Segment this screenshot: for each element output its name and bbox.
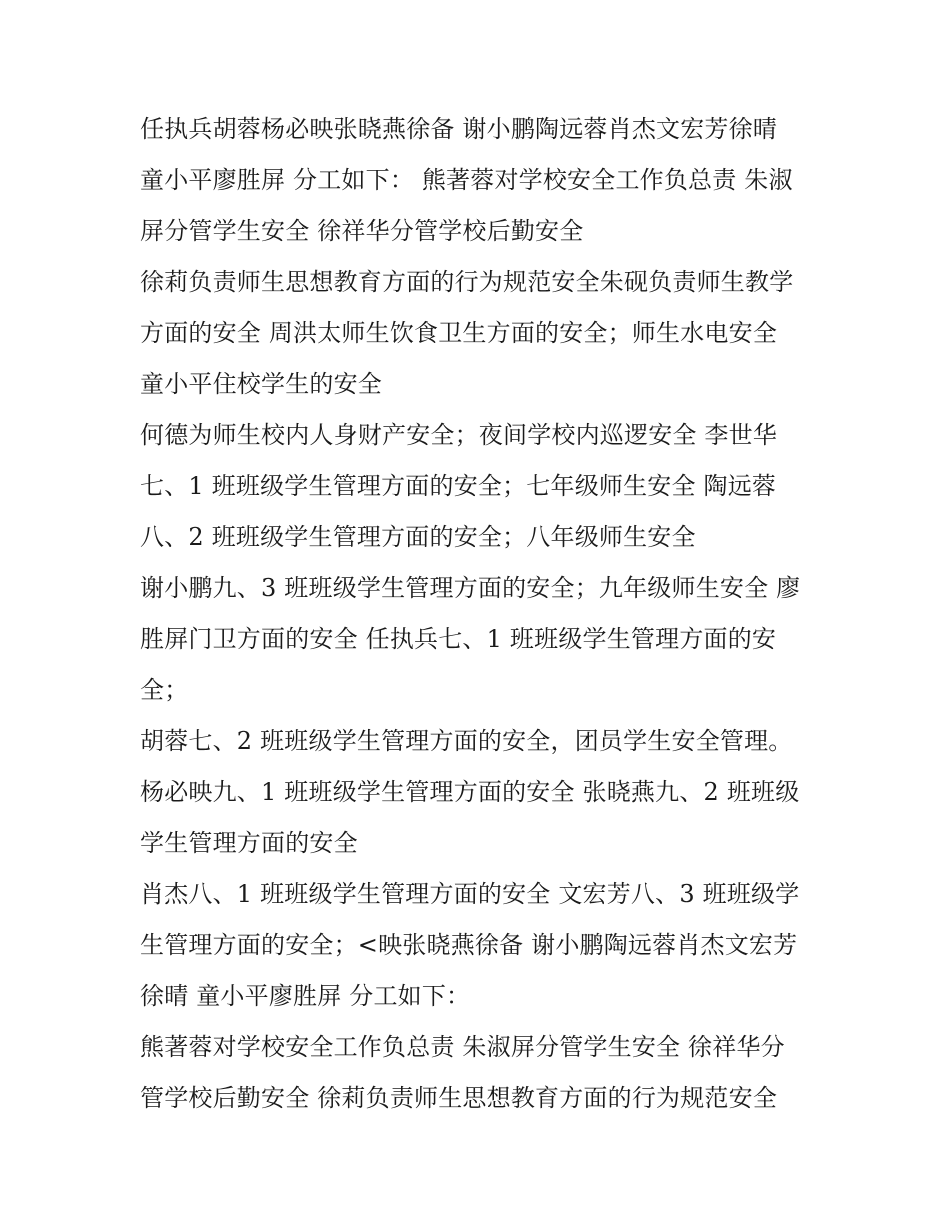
text-line: 八、2 班班级学生管理方面的安全；八年级师生安全 [140,523,696,551]
text-line: 七、1 班班级学生管理方面的安全；七年级师生安全 陶远蓉 [140,472,777,500]
text-line: 胜屏门卫方面的安全 任执兵七、1 班班级学生管理方面的安 [140,625,777,653]
text-line: 管学校后勤安全 徐莉负责师生思想教育方面的行为规范安全 [140,1084,778,1112]
document-body [140,104,820,1124]
text-line: 何德为师生校内人身财产安全；夜间学校内巡逻安全 李世华 [140,421,778,449]
text-line: 徐莉负责师生思想教育方面的行为规范安全朱砚负责师生教学 [140,268,794,296]
text-line: 童小平住校学生的安全 [140,370,382,398]
text-line: 杨必映九、1 班班级学生管理方面的安全 张晓燕九、2 班班级 [140,778,800,806]
text-line: 徐晴 童小平廖胜屏 分工如下： [140,982,471,1010]
text-line: 童小平廖胜屏 分工如下： 熊著蓉对学校安全工作负总责 朱淑 [140,166,793,194]
text-line: 全； [140,676,189,704]
text-line: 谢小鹏九、3 班班级学生管理方面的安全；九年级师生安全 廖 [140,574,801,602]
text-line: 胡蓉七、2 班班级学生管理方面的安全，团员学生安全管理。 [140,727,793,755]
text-line: 生管理方面的安全；<映张晓燕徐备 谢小鹏陶远蓉肖杰文宏芳 [140,931,798,959]
text-line: 学生管理方面的安全 [140,829,358,857]
text-line: 肖杰八、1 班班级学生管理方面的安全 文宏芳八、3 班班级学 [140,880,800,908]
text-line: 方面的安全 周洪太师生饮食卫生方面的安全；师生水电安全 [140,319,778,347]
text-line: 屏分管学生安全 徐祥华分管学校后勤安全 [140,217,584,245]
text-line: 任执兵胡蓉杨必映张晓燕徐备 谢小鹏陶远蓉肖杰文宏芳徐晴 [140,115,778,143]
text-line: 熊著蓉对学校安全工作负总责 朱淑屏分管学生安全 徐祥华分 [140,1033,785,1061]
